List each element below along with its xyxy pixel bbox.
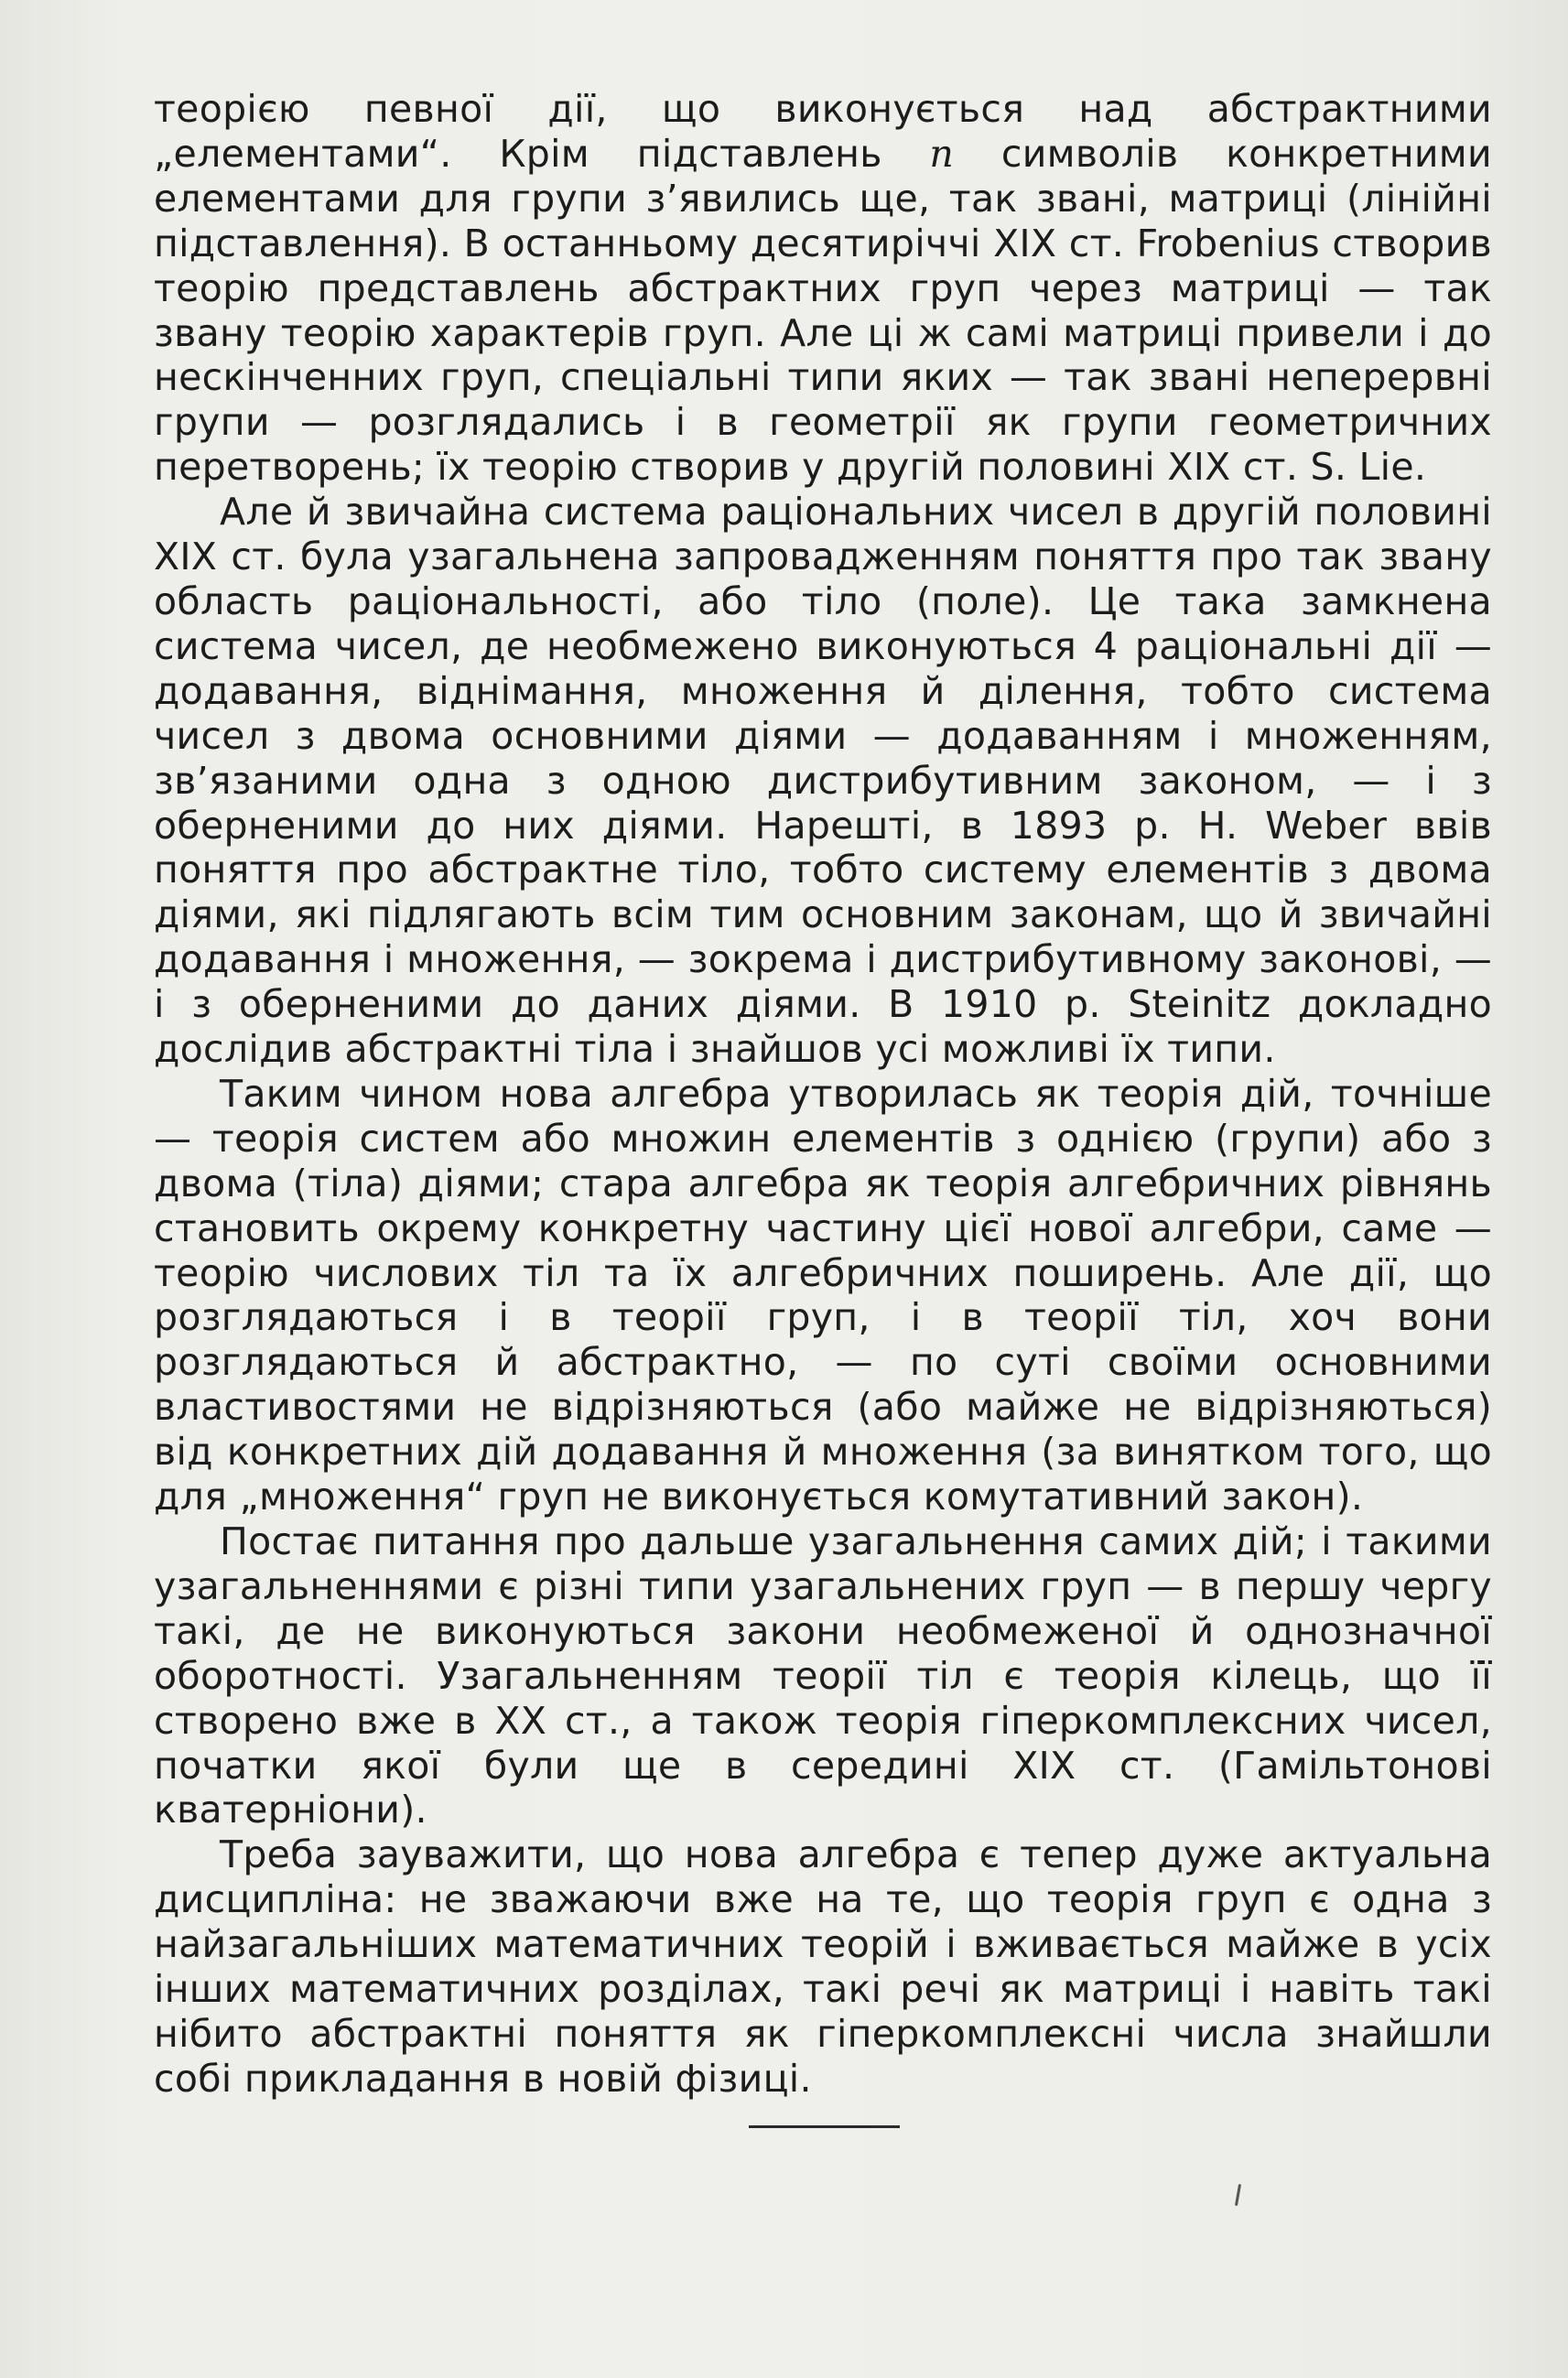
paragraph-5: Треба зауважити, що нова алгебра є тепер дуже актуальна дисципліна: не зважаючи вже на те, що теорія груп є одна з найзагальніших математичних теорій і вживається майже в усіх інших математичних розділах, такі речі як матриці і навіть такі нібито абстрактні поняття як гіперкомплексні числа знайшли собі прикладання в новій фізиці. [154, 1832, 1492, 2101]
symbol-n: n [929, 131, 955, 176]
paragraph-1-part-1: теорією певної дії, що виконується над абстрактними „елементами“. Крім підставлень [154, 87, 1492, 176]
paragraph-1-part-2: символів конкретними елементами для групи з’явились ще, так звані, матриці (лінійні підставлення). В останньому десятиріччі XIX ст. Frobenius створив теорію представлень абстрактних груп через матриці — так звану теорію характерів груп. Але ці ж самі матриці привели і до нескінченних груп, спеціальні типи яких — так звані неперервні групи — розглядались і в геометрії як групи геометричних перетворень; їх теорію створив у другій половині XIX ст. S. Lie. [154, 131, 1492, 490]
section-end-rule [749, 2125, 900, 2128]
body-text [154, 87, 1492, 2102]
paragraph-3: Таким чином нова алгебра утворилась як теорія дій, точніше — теорія систем або множин елементів з однією (групи) або з двома (тіла) діями; стара алгебра як теорія алгебричних рівнянь становить окрему конкретну частину цієї нової алгебри, саме — теорію числових тіл та їх алгебричних поширень. Але дії, що розглядаються і в теорії груп, і в теорії тіл, хоч вони розглядаються й абстрактно, — по суті своїми основними властивостями не відрізняються (або майже не відрізняються) від конкретних дій додавання й множення (за винятком того, що для „множення“ груп не виконується комутативний закон). [154, 1071, 1492, 1519]
paragraph-4: Постає питання про дальше узагальнення самих дій; і такими узагальненнями є різні типи узагальнених груп — в першу чергу такі, де не виконуються закони необмеженої й однозначної оборотності. Узагальненням теорії тіл є теорія кілець, що її створено вже в XX ст., а також теорія гіперкомплексних чисел, початки якої були ще в середині XIX ст. (Гамільтонові кватерніони). [154, 1519, 1492, 1832]
paragraph-2: Але й звичайна система раціональних чисел в другій половині XIX ст. була узагальнена запровадженням поняття про так звану область раціональності, або тіло (поле). Це така замкнена система чисел, де необмежено виконуються 4 раціональні дії — додавання, віднімання, множення й ділення, тобто система чисел з двома основними діями — додаванням і множенням, зв’язаними одна з одною дистрибутивним законом, — і з оберненими до них діями. Нарешті, в 1893 р. H. Weber ввів поняття про абстрактне тіло, тобто систему елементів з двома діями, які підлягають всім тим основним законам, що й звичайні додавання і множення, — зокрема і дистрибутивному законові, — і з оберненими до даних діями. В 1910 р. Steinitz докладно дослідив абстрактні тіла і знайшов усі можливі їх типи. [154, 490, 1492, 1072]
paragraph-1 [154, 87, 1492, 490]
stray-ink-mark [1235, 2184, 1241, 2206]
